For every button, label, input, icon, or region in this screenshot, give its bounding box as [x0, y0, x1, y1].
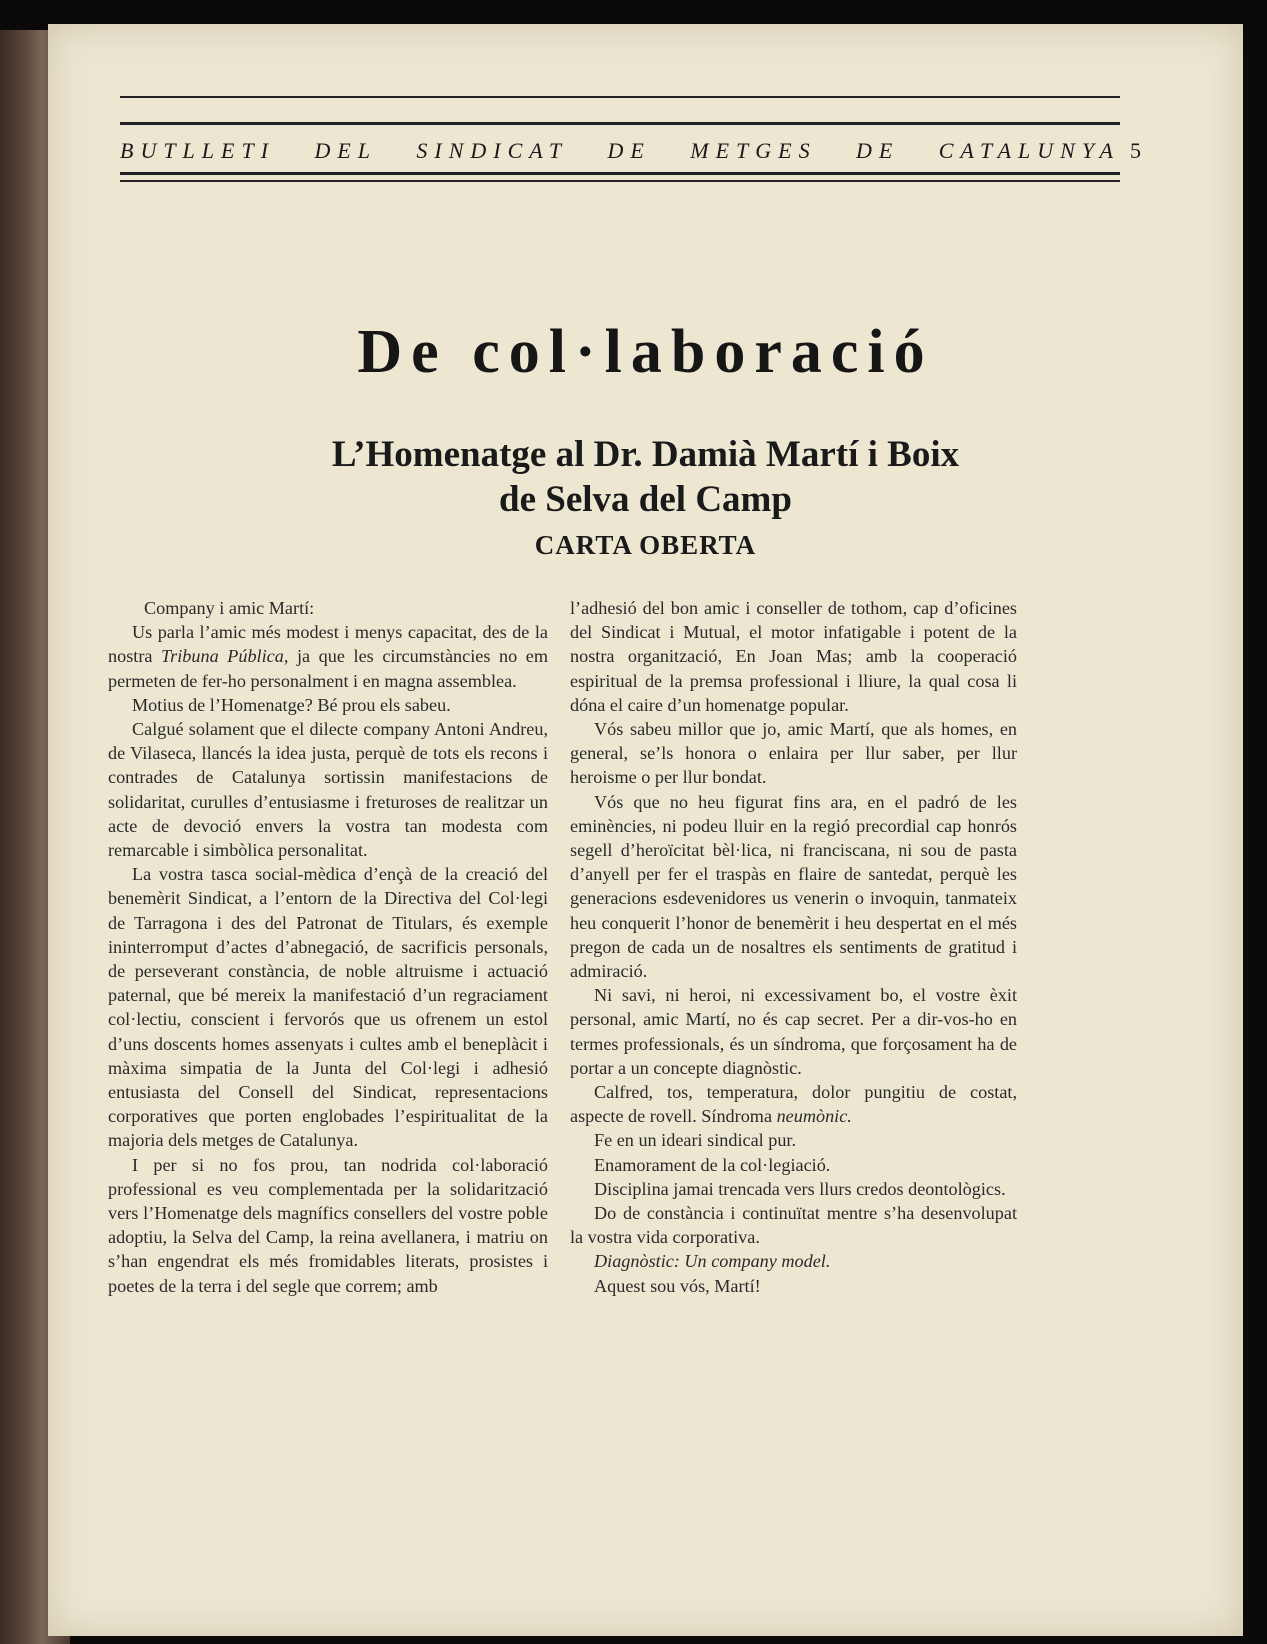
section-title: De col·laboració	[357, 318, 934, 386]
paragraph: Ni savi, ni heroi, ni excessivament bo, el vostre èxit personal, amic Martí, no és cap secret. Per a dir-vos-ho en termes professionals, és un síndroma, que forçosament ha de portar a un concepte diagnòstic.	[570, 985, 1017, 1078]
header-word: METGES	[690, 138, 817, 163]
journal-title	[120, 134, 1120, 168]
article-title-line2: de Selva del Camp	[499, 479, 792, 520]
paragraph: Fe en un ideari sindical pur.	[594, 1130, 797, 1151]
paragraph: l’adhesió del bon amic i conseller de tothom, cap d’oficines del Sindicat i Mutual, el motor infatigable i potent de la nostra organització, En Joan Mas; amb la cooperació espiritual de la premsa professional i lliure, la qual cosa li dóna el caire d’un homenatge popular.	[570, 598, 1017, 715]
paragraph: Disciplina jamai trencada vers llurs credos deontològics.	[594, 1178, 1006, 1199]
left-column	[108, 596, 548, 1298]
header-word: SINDICAT	[416, 138, 569, 163]
header-rule-upper	[120, 122, 1120, 125]
header-word: CATALUNYA	[938, 138, 1120, 163]
page	[48, 24, 1243, 1636]
header-rule-lower	[120, 172, 1120, 175]
article-title	[48, 432, 1243, 522]
article-title-line1: L’Homenatge al Dr. Damià Martí i Boix	[331, 434, 960, 475]
paragraph: Diagnòstic: Un company model.	[594, 1251, 831, 1272]
paragraph: Enamorament de la col·legiació.	[594, 1154, 831, 1175]
paragraph: Vós sabeu millor que jo, amic Martí, que als homes, en general, se’ls honora o enlaira per llur saber, per llur heroisme o per llur bondat.	[570, 719, 1017, 788]
header-rule-bottom	[120, 180, 1120, 182]
salutation: Company i amic Martí:	[144, 598, 315, 618]
header-word: DE	[607, 138, 651, 163]
paragraph: Us parla l’amic més modest i menys capacitat, des de la nostra Tribuna Pública, ja que les circumstàncies no em permeten de fer-ho personalment i en magna assemblea.	[108, 622, 548, 691]
header-word: BUTLLETI	[120, 138, 276, 163]
paragraph: Motius de l’Homenatge? Bé prou els sabeu.	[132, 694, 451, 715]
paragraph: Calgué solament que el dilecte company Antoni Andreu, de Vilaseca, llancés la idea justa, perquè de tots els recons i contrades de Catalunya sortissin manifestacions de solidaritat, curulles d’entusiasme i freturoses de realitzar un acte de devoció envers la vostra tan modesta com remarcable i simbòlica personalitat.	[108, 719, 548, 861]
paragraph: Do de constància i continuïtat mentre s’ha desenvolupat la vostra vida corporativa.	[570, 1203, 1017, 1248]
paragraph: Vós que no heu figurat fins ara, en el padró de les eminències, ni podeu lluir en la regió precordial cap honrós segell d’heroïcitat bèl·lica, ni franciscana, ni sou de pasta d’anyell per fer el traspàs en flaire de santedat, perquè les generacions esdevenidores us venerin o invoquin, tanmateix heu conquerit l’honor de benemèrit i heu despertat en el més pregon de cada un de nosaltres els sentiments de gratitud i admiració.	[570, 791, 1017, 982]
paragraph: Calfred, tos, temperatura, dolor pungitiu de costat, aspecte de rovell. Síndroma neumònic.	[570, 1082, 1017, 1127]
paragraph: I per si no fos prou, tan nodrida col·laboració professional es veu complementada per la solidarització vers l’Homenatge dels magnífics consellers del vostre poble adoptiu, la Selva del Camp, la reina avellanera, i matriu on s’han engendrat els més fromidables literats, prosistes i poetes de la terra i del segle que correm; amb	[108, 1154, 548, 1296]
header-rule-top	[120, 96, 1120, 98]
article-subheading: CARTA OBERTA	[534, 530, 757, 560]
closing-line: Aquest sou vós, Martí!	[594, 1275, 761, 1296]
header-word: DE	[855, 138, 900, 163]
right-column	[570, 596, 1017, 1298]
paragraph: La vostra tasca social-mèdica d’ençà de la creació del benemèrit Sindicat, a l’entorn de la Directiva del Col·legi de Tarragona i des del Patronat de Titulars, és exemple ininterromput d’actes d’abnegació, de sacrificis personals, de perseverant constància, de noble altruisme i actuació paternal, que bé mereix la manifestació d’un regraciament col·lectiu, conscient i fervorós que us ofrenem un estol d’uns doscents homes assenyats i cultes amb el beneplàcit i màxima simpatia de la Junta del Col·legi i adhesió entusiasta del Consell del Sindicat, representacions corporatives que porten englobades l’espiritualitat de la majoria dels metges de Catalunya.	[108, 864, 548, 1151]
page-number: 5	[1130, 138, 1141, 163]
header-word: DEL	[314, 138, 377, 163]
